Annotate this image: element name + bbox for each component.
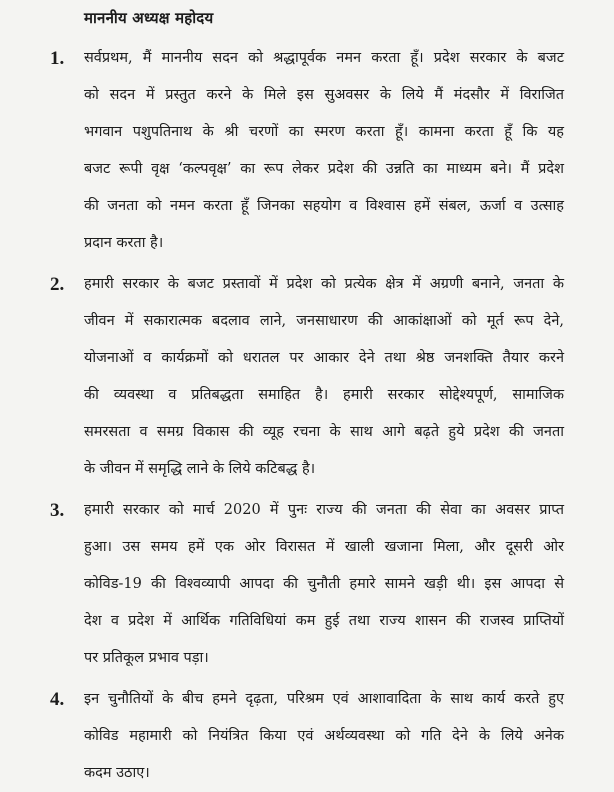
paragraph-line: पर प्रतिकूल प्रभाव पड़ा। xyxy=(84,650,209,666)
paragraph-2 xyxy=(50,266,564,488)
paragraph-line: हमारी सरकार को मार्च 2020 में पुनः राज्य की जनता की सेवा का अवसर प्राप्त xyxy=(84,502,564,518)
salutation-heading: माननीय अध्यक्ष महोदय xyxy=(84,9,214,27)
paragraph-3 xyxy=(50,492,564,677)
paragraph-line: इन चुनौतियों के बीच हमने दृढ़ता, परिश्रम एवं आशावादिता के साथ कार्य करते हुए xyxy=(84,691,564,707)
paragraph-line: की जनता को नमन करता हूँ जिनका सहयोग व विश्वास हमें संबल, ऊर्जा व उत्साह xyxy=(84,198,564,214)
paragraph-number: 2. xyxy=(50,274,65,295)
paragraph-1 xyxy=(50,40,564,262)
paragraph-line: को सदन में प्रस्तुत करने के मिले इस सुअवसर के लिये मैं मंदसौर में विराजित xyxy=(84,87,564,103)
paragraph-line: जीवन में सकारात्मक बदलाव लाने, जनसाधारण की आकांक्षाओं को मूर्त रूप देने, xyxy=(84,313,564,329)
paragraph-line: की व्यवस्था व प्रतिबद्धता समाहित है। हमारी सरकार सोद्देश्यपूर्ण, सामाजिक xyxy=(84,387,564,403)
paragraph-line: बजट रूपी वृक्ष ‘कल्पवृक्ष’ का रूप लेकर प्रदेश की उन्नति का माध्यम बने। मैं प्रदेश xyxy=(84,161,564,177)
paragraph-number: 1. xyxy=(50,48,65,69)
paragraph-number: 4. xyxy=(50,689,65,710)
paragraph-line: के जीवन में समृद्धि लाने के लिये कटिबद्ध है। xyxy=(84,461,316,477)
paragraph-line: सर्वप्रथम, मैं माननीय सदन को श्रद्धापूर्वक नमन करता हूँ। प्रदेश सरकार के बजट xyxy=(84,50,564,66)
paragraph-line: योजनाओं व कार्यक्रमों को धरातल पर आकार देने तथा श्रेष्ठ जनशक्ति तैयार करने xyxy=(84,350,564,366)
paragraph-line: कदम उठाए। xyxy=(84,765,150,781)
paragraph-line: प्रदान करता है। xyxy=(84,235,164,251)
paragraph-line: कोविड-19 की विश्वव्यापी आपदा की चुनौती हमारे सामने खड़ी थी। इस आपदा से xyxy=(84,576,564,592)
paragraph-line: समरसता व समग्र विकास की व्यूह रचना के साथ आगे बढ़ते हुये प्रदेश की जनता xyxy=(84,424,564,440)
paragraph-line: कोविड महामारी को नियंत्रित किया एवं अर्थव्यवस्था को गति देने के लिये अनेक xyxy=(84,728,564,744)
paragraph-line: भगवान पशुपतिनाथ के श्री चरणों का स्मरण करता हूँ। कामना करता हूँ कि यह xyxy=(84,124,564,140)
paragraph-line: देश व प्रदेश में आर्थिक गतिविधियां कम हुई तथा राज्य शासन की राजस्व प्राप्तियों xyxy=(84,613,564,629)
paragraph-line: हमारी सरकार के बजट प्रस्तावों में प्रदेश को प्रत्येक क्षेत्र में अग्रणी बनाने, जनता के xyxy=(84,276,564,292)
paragraph-number: 3. xyxy=(50,500,65,521)
paragraph-line: हुआ। उस समय हमें एक ओर विरासत में खाली खजाना मिला, और दूसरी ओर xyxy=(84,539,564,555)
paragraph-4 xyxy=(50,681,564,792)
